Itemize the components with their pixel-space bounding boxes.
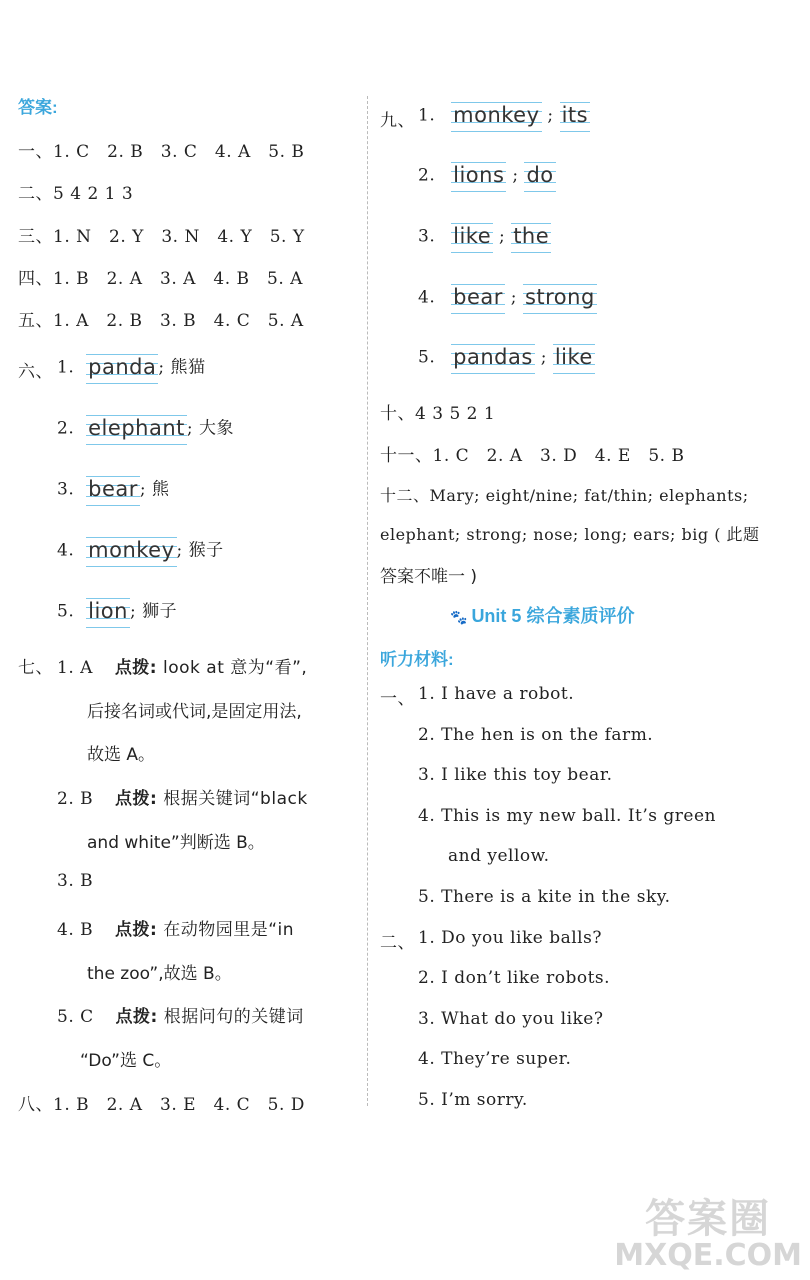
separator: ; <box>176 540 183 561</box>
section-3: 三、1. N 2. Y 3. N 4. Y 5. Y <box>18 227 305 247</box>
listening-line: and yellow. <box>448 846 550 866</box>
item-number: 2. <box>418 165 436 186</box>
watermark-url: MXQE.COM <box>614 1238 802 1273</box>
listening-heading: 听力材料: <box>380 650 454 669</box>
listening-line: 1. I have a robot. <box>418 684 575 704</box>
s7-item-2 <box>57 784 308 809</box>
section-8: 八、1. B 2. A 3. E 4. C 5. D <box>18 1095 305 1115</box>
watermark <box>614 1198 802 1272</box>
s7-item-3: 3. B <box>57 871 94 891</box>
s7-item-1 <box>57 653 307 678</box>
answers-heading: 答案: <box>18 98 58 117</box>
handwritten-answer: monkey <box>86 535 176 567</box>
separator: ; <box>129 601 137 622</box>
s6-row <box>57 596 177 628</box>
handwritten-answer: like <box>451 221 493 253</box>
handwritten-answer: do <box>524 160 555 192</box>
handwritten-answer: pandas <box>451 342 535 374</box>
s9-row: 3. like ; the <box>418 221 551 253</box>
paw-icon: 🐾 <box>450 609 468 625</box>
separator: ; <box>186 418 194 439</box>
item-number: 2. <box>57 418 75 439</box>
handwritten-answer: lions <box>451 160 506 192</box>
section-6-label: 六、 <box>18 362 53 382</box>
item-number: 3. <box>418 226 436 247</box>
hint-text: 根据问句的关键词 <box>163 1007 304 1027</box>
column-divider <box>367 96 368 1106</box>
chinese-meaning: 大象 <box>199 418 235 439</box>
section-12-line-1: 十二、Mary; eight/nine; fat/thin; elephants; <box>380 486 749 505</box>
unit-title-text: Unit 5 综合素质评价 <box>471 606 635 626</box>
s9-row: 4. bear ; strong <box>418 282 597 314</box>
listening-line: 2. The hen is on the farm. <box>418 725 654 745</box>
item-number: 4. B <box>57 920 94 940</box>
hint-label: 点拨: <box>115 1007 158 1027</box>
hint-label: 点拨: <box>115 920 158 940</box>
item-number: 1. A <box>57 658 93 678</box>
s7-item-4 <box>57 915 294 940</box>
listening-line: 5. I’m sorry. <box>418 1090 528 1110</box>
handwritten-answer: bear <box>86 474 140 506</box>
section-12-line-3: 答案不唯一 ) <box>380 567 478 587</box>
hint-text: look at 意为“看”, <box>163 658 308 678</box>
watermark-logo: 答案圈 <box>645 1196 772 1242</box>
item-number: 1. <box>57 357 75 378</box>
hint-text: and white”判断选 B。 <box>87 833 265 853</box>
item-number: 5. <box>418 347 436 368</box>
handwritten-answer: bear <box>451 282 505 314</box>
separator: ; <box>158 357 165 378</box>
chinese-meaning: 熊猫 <box>170 357 206 378</box>
handwritten-answer: its <box>560 100 591 132</box>
item-number: 4. <box>57 540 75 561</box>
section-4: 四、1. B 2. A 3. A 4. B 5. A <box>18 269 303 289</box>
s6-row <box>57 535 224 567</box>
s9-row: 5. pandas ; like <box>418 342 595 374</box>
chinese-meaning: 熊 <box>152 479 170 500</box>
s6-row <box>57 352 206 384</box>
chinese-meaning: 猴子 <box>188 540 224 561</box>
hint-text: “Do”选 C。 <box>80 1051 172 1071</box>
hint-text: 故选 A。 <box>87 745 156 765</box>
listening-line: 5. There is a kite in the sky. <box>418 887 671 907</box>
section-12-line-2: elephant; strong; nose; long; ears; big ( 此题 <box>380 525 760 544</box>
item-number: 5. C <box>57 1007 94 1027</box>
section-9-label: 九、 <box>380 111 415 131</box>
listening-line: 4. This is my new ball. It’s green <box>418 806 716 826</box>
handwritten-answer: monkey <box>451 100 541 132</box>
listening-1-label: 一、 <box>380 689 415 709</box>
item-number: 2. B <box>57 789 94 809</box>
section-5: 五、1. A 2. B 3. B 4. C 5. A <box>18 311 304 331</box>
hint-label: 点拨: <box>114 658 158 678</box>
separator: ; <box>139 479 147 500</box>
item-number: 4. <box>418 287 436 308</box>
handwritten-answer: lion <box>86 596 130 628</box>
listening-line: 3. What do you like? <box>418 1009 604 1029</box>
s6-row <box>57 474 170 506</box>
section-1: 一、1. C 2. B 3. C 4. A 5. B <box>18 142 305 162</box>
s6-row <box>57 413 234 445</box>
hint-text: 在动物园里是“in <box>163 920 295 940</box>
hint-text: 根据关键词“black <box>163 789 308 809</box>
hint-text: 后接名词或代词,是固定用法, <box>87 702 302 722</box>
listening-2-label: 二、 <box>380 933 415 953</box>
handwritten-answer: the <box>511 221 551 253</box>
hint-text: the zoo”,故选 B。 <box>87 964 232 984</box>
section-11: 十一、1. C 2. A 3. D 4. E 5. B <box>380 446 685 466</box>
item-number: 1. <box>418 105 436 126</box>
handwritten-answer: strong <box>523 282 597 314</box>
item-number: 3. <box>57 479 75 500</box>
listening-line: 1. Do you like balls? <box>418 928 602 948</box>
chinese-meaning: 狮子 <box>142 601 178 622</box>
handwritten-answer: panda <box>86 352 158 384</box>
section-7-label: 七、 <box>18 658 53 678</box>
unit-title <box>450 602 634 628</box>
hint-label: 点拨: <box>115 789 158 809</box>
listening-line: 4. They’re super. <box>418 1049 572 1069</box>
listening-line: 3. I like this toy bear. <box>418 765 613 785</box>
section-10: 十、4 3 5 2 1 <box>380 404 496 424</box>
section-2: 二、5 4 2 1 3 <box>18 184 134 204</box>
item-number: 5. <box>57 601 75 622</box>
s7-item-5 <box>57 1002 304 1027</box>
listening-line: 2. I don’t like robots. <box>418 968 611 988</box>
handwritten-answer: elephant <box>86 413 187 445</box>
handwritten-answer: like <box>553 342 595 374</box>
s9-row: 2. lions ; do <box>418 160 556 192</box>
s9-row: 1. monkey ; its <box>418 100 590 132</box>
